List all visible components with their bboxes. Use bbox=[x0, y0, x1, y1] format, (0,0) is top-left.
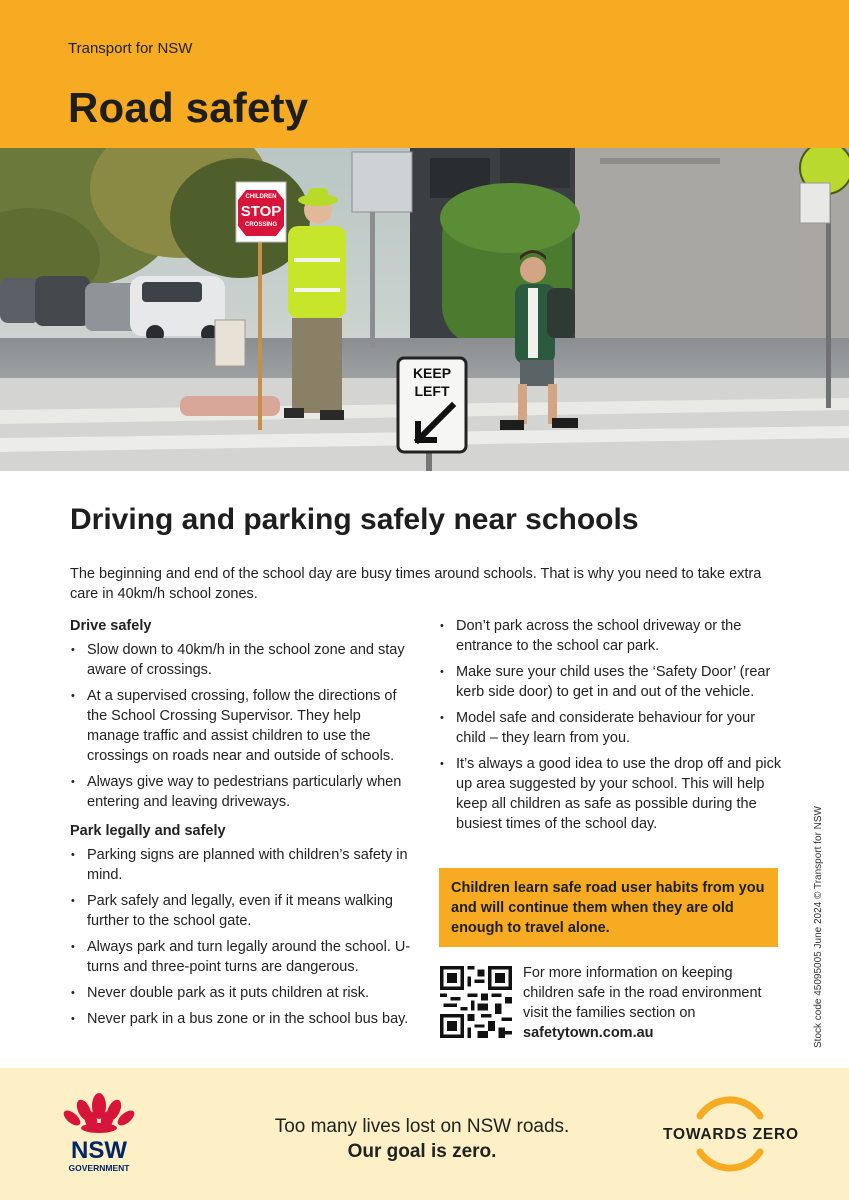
header-banner bbox=[0, 0, 849, 148]
footer-slogan bbox=[230, 1114, 614, 1164]
stop-sign-top-text: CHILDREN bbox=[245, 194, 277, 200]
stop-sign bbox=[236, 182, 286, 242]
park-legally-title: Park legally and safely bbox=[70, 823, 226, 839]
list-item: • Never double park as it puts children at risk. bbox=[70, 983, 415, 1003]
list-item: • Model safe and considerate behaviour for your child – they learn from you. bbox=[439, 708, 784, 748]
drive-safely-title: Drive safely bbox=[70, 618, 152, 634]
callout-box: Children learn safe road user habits from you and will continue them when they are old enough to travel alone. bbox=[439, 868, 778, 947]
right-tips-list bbox=[439, 616, 784, 834]
stock-code: Stock code 45095005 June 2024 © Transport for NSW bbox=[813, 806, 824, 1048]
slogan-line-1: Too many lives lost on NSW roads. bbox=[274, 1116, 570, 1137]
stop-sign-main-text: STOP bbox=[240, 203, 282, 220]
list-item: • Park safely and legally, even if it means walking further to the school gate. bbox=[70, 891, 415, 931]
drive-safely-list bbox=[70, 640, 415, 812]
list-item: • Always give way to pedestrians particularly when entering and leaving driveways. bbox=[70, 772, 415, 812]
keep-left-line1: KEEP bbox=[412, 365, 452, 381]
nsw-government-logo bbox=[58, 1090, 140, 1176]
list-item: • Parking signs are planned with children’s safety in mind. bbox=[70, 845, 415, 885]
qr-code-icon[interactable] bbox=[440, 966, 512, 1038]
organisation-name: Transport for NSW bbox=[68, 40, 193, 57]
hero-photo bbox=[0, 148, 849, 471]
page-title: Road safety bbox=[68, 84, 309, 131]
left-column bbox=[70, 616, 415, 1038]
more-info-text bbox=[523, 963, 773, 1043]
list-item: • Make sure your child uses the ‘Safety Door’ (rear kerb side door) to get in and out of the vehicle. bbox=[439, 662, 784, 702]
park-legally-list bbox=[70, 845, 415, 1029]
list-item: • Don’t park across the school driveway or the entrance to the school car park. bbox=[439, 616, 784, 656]
nsw-logo-text: NSW bbox=[71, 1137, 127, 1164]
stop-sign-bottom-text: CROSSING bbox=[244, 222, 278, 228]
slogan-line-2: Our goal is zero. bbox=[347, 1141, 497, 1162]
safetytown-link[interactable]: safetytown.com.au bbox=[523, 1025, 654, 1041]
list-item: • It’s always a good idea to use the drop off and pick up area suggested by your school. This will help keep all children as safe as possible during the busiest times of the school day. bbox=[439, 754, 784, 834]
nsw-logo-subtext: GOVERNMENT bbox=[68, 1163, 130, 1173]
intro-paragraph: The beginning and end of the school day are busy times around schools. That is why you need to take extra care in 40km/h school zones. bbox=[70, 566, 762, 602]
list-item: • Always park and turn legally around the school. U-turns and three-point turns are dangerous. bbox=[70, 937, 415, 977]
right-column bbox=[439, 616, 784, 840]
towards-zero-text: TOWARDS ZERO bbox=[663, 1126, 799, 1143]
list-item: • Never park in a bus zone or in the school bus bay. bbox=[70, 1009, 415, 1029]
keep-left-line2: LEFT bbox=[414, 383, 450, 399]
more-info-body: For more information on keeping children safe in the road environment visit the families section on bbox=[523, 965, 762, 1021]
list-item: • At a supervised crossing, follow the directions of the School Crossing Supervisor. They help manage traffic and assist children to use the crossings on roads near and outside of schools. bbox=[70, 686, 415, 766]
section-heading: Driving and parking safely near schools bbox=[70, 503, 639, 536]
list-item: • Slow down to 40km/h in the school zone and stay aware of crossings. bbox=[70, 640, 415, 680]
